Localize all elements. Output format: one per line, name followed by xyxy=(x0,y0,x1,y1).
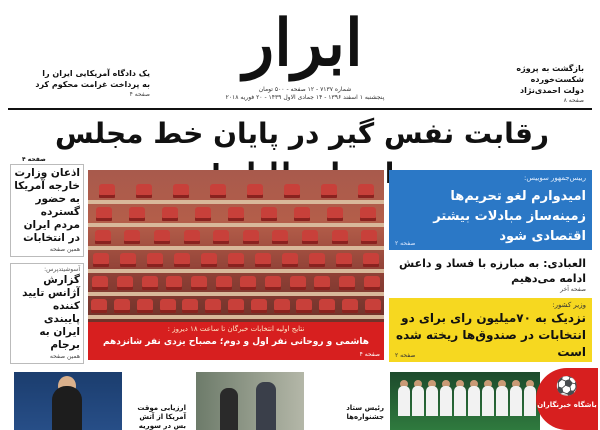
seat-shape xyxy=(361,230,377,244)
news-item-plain[interactable] xyxy=(389,254,592,294)
sports-badge-label: باشگاه خبرنگاران xyxy=(537,401,597,409)
seat-shape xyxy=(319,299,335,313)
seat-shape xyxy=(136,184,152,198)
person-body xyxy=(52,386,82,430)
seat-shape xyxy=(358,184,374,198)
seat-shape xyxy=(327,207,343,221)
page-ref: صفحه ۴ xyxy=(129,91,150,98)
player-figure xyxy=(510,386,522,416)
page-ref: همین صفحه xyxy=(49,353,80,360)
seat-shape xyxy=(99,184,115,198)
seat-shape xyxy=(160,299,176,313)
seat-shape xyxy=(120,253,136,267)
seat-shape xyxy=(365,299,381,313)
seat-shape xyxy=(336,253,352,267)
seat-shape xyxy=(342,299,358,313)
seat-shape xyxy=(228,253,244,267)
page-ref: صفحه ۴ xyxy=(22,156,46,163)
left-column xyxy=(10,164,84,362)
news-item-yellow[interactable] xyxy=(389,298,592,362)
page-ref: صفحه ۲ xyxy=(395,240,416,247)
person-figure xyxy=(256,382,276,430)
seat-shape xyxy=(201,253,217,267)
news-item[interactable] xyxy=(10,164,84,257)
main-headline[interactable]: رقابت نفس گیر در پایان خط مجلس xyxy=(54,117,550,150)
desk-shape xyxy=(88,200,384,204)
news-item[interactable] xyxy=(10,263,84,364)
seat-shape xyxy=(274,299,290,313)
seat-shape xyxy=(154,230,170,244)
bottom-strip xyxy=(0,368,600,430)
seat-shape xyxy=(91,299,107,313)
seat-shape xyxy=(182,299,198,313)
player-figure xyxy=(440,386,452,416)
seat-shape xyxy=(93,253,109,267)
seat-shape xyxy=(309,253,325,267)
seat-shape xyxy=(321,184,337,198)
seat-shape xyxy=(251,299,267,313)
bottom-headline[interactable]: رئیس ستاد جشنواره‌ها xyxy=(346,404,384,421)
masthead-divider xyxy=(8,108,592,110)
desk-shape xyxy=(88,315,384,319)
photo-caption xyxy=(88,322,384,360)
page-ref: صفحه ۸ xyxy=(563,97,584,104)
issue-line-2: پنجشنبه ۱ اسفند ۱۳۹۶ - ۱۴ جمادی الاول ۱۴۳۹ - ۲۰ فوریه ۲۰۱۸ xyxy=(225,94,385,101)
seat-shape xyxy=(296,299,312,313)
seat-shape xyxy=(117,276,133,290)
seat-shape xyxy=(195,207,211,221)
person-figure xyxy=(220,388,238,430)
news-headline: نزدیک به ۷۰میلیون رای برای دو انتخابات در صندوق‌ها ریخته شده است xyxy=(395,311,586,359)
page-ref: صفحه آخر xyxy=(560,286,586,293)
seat-shape xyxy=(302,230,318,244)
parliament-photo xyxy=(88,170,384,322)
seat-shape xyxy=(247,184,263,198)
seat-shape xyxy=(210,184,226,198)
seat-shape xyxy=(216,276,232,290)
seat-shape xyxy=(137,299,153,313)
seat-shape xyxy=(265,276,281,290)
player-figure xyxy=(412,386,424,416)
desk-shape xyxy=(88,292,384,296)
teaser-line: دولت احمدی‌نژاد xyxy=(520,86,584,95)
news-headline: امیدوارم لغو تحریم‌ها زمینه‌ساز مبادلات بیشتر اقتصادی شود xyxy=(433,189,586,244)
seat-shape xyxy=(284,184,300,198)
seat-shape xyxy=(332,230,348,244)
news-headline: اذعان وزارت خارجه آمریکا به حضور گسترده مردم ایران در انتخابات xyxy=(14,167,80,244)
seat-shape xyxy=(339,276,355,290)
player-figure xyxy=(468,386,480,416)
festival-photo[interactable] xyxy=(196,372,304,430)
seat-shape xyxy=(213,230,229,244)
seat-shape xyxy=(243,230,259,244)
seat-shape xyxy=(124,230,140,244)
news-headline: گزارش آژانس تایید کننده پایبندی ایران به برجام xyxy=(22,274,80,351)
news-kicker: وزیر کشور: xyxy=(552,301,586,309)
seat-shape xyxy=(205,299,221,313)
seat-shape xyxy=(255,253,271,267)
seat-shape xyxy=(129,207,145,221)
seat-shape xyxy=(184,230,200,244)
seat-shape xyxy=(191,276,207,290)
player-figure xyxy=(398,386,410,416)
seat-shape xyxy=(95,230,111,244)
seat-shape xyxy=(162,207,178,221)
desk-shape xyxy=(88,223,384,227)
caption-headline: هاشمی و روحانی نفر اول و دوم؛ مصباح یزدی نفر شانزدهم xyxy=(102,337,369,347)
seat-shape xyxy=(174,253,190,267)
masthead-right-teaser[interactable] xyxy=(484,63,584,105)
teaser-line: یک دادگاه آمریکایی ایران را xyxy=(42,69,150,78)
masthead-left-teaser[interactable] xyxy=(10,68,150,99)
caption-kicker: نتایج اولیه انتخابات خبرگان تا ساعت ۱۸ دیروز : xyxy=(167,325,305,333)
player-figure xyxy=(426,386,438,416)
seat-shape xyxy=(282,253,298,267)
issue-info xyxy=(205,86,405,102)
page-ref: صفحه ۲ xyxy=(395,352,416,359)
football-team-photo[interactable] xyxy=(390,372,540,430)
press-briefing-photo[interactable] xyxy=(14,372,122,430)
seat-shape xyxy=(314,276,330,290)
news-headline: العبادی: به مبارزه با فساد و داعش ادامه می‌دهیم xyxy=(399,257,586,285)
seat-shape xyxy=(92,276,108,290)
sports-club-icon: ⚽ xyxy=(555,376,579,397)
sports-badge[interactable] xyxy=(536,368,598,430)
seat-shape xyxy=(290,276,306,290)
seat-shape xyxy=(261,207,277,221)
seat-shape xyxy=(114,299,130,313)
seat-shape xyxy=(166,276,182,290)
bottom-headline[interactable]: ارزیابی موقت آمریکا از آتش بس در سوریه xyxy=(137,404,186,430)
seat-shape xyxy=(228,207,244,221)
page-ref: همین صفحه xyxy=(49,246,80,253)
seat-shape xyxy=(228,299,244,313)
seat-shape xyxy=(364,276,380,290)
seat-shape xyxy=(360,207,376,221)
news-kicker: رییس‌جمهور سوییس: xyxy=(523,174,586,182)
desk-shape xyxy=(88,269,384,273)
seat-shape xyxy=(173,184,189,198)
player-figure xyxy=(496,386,508,416)
seat-shape xyxy=(96,207,112,221)
issue-line-1: شماره ۷۱۳۷ - ۱۲ صفحه - ۵۰۰ تومان xyxy=(258,86,352,93)
seat-shape xyxy=(272,230,288,244)
player-figure xyxy=(524,386,536,416)
news-kicker: آسوشیتدپرس: xyxy=(44,266,80,273)
seat-shape xyxy=(142,276,158,290)
masthead xyxy=(0,0,600,112)
page-ref: صفحه ۴ xyxy=(359,351,380,358)
seat-shape xyxy=(147,253,163,267)
seat-shape xyxy=(363,253,379,267)
teaser-line: بازگشت به پروژه شکست‌خورده xyxy=(516,64,584,84)
desk-shape xyxy=(88,246,384,250)
seat-shape xyxy=(294,207,310,221)
seat-shape xyxy=(240,276,256,290)
news-item-blue[interactable] xyxy=(389,170,592,250)
player-figure xyxy=(482,386,494,416)
lead-photo-story[interactable] xyxy=(88,170,384,360)
newspaper-logo: ابرار xyxy=(243,6,363,81)
player-figure xyxy=(454,386,466,416)
right-column xyxy=(389,170,592,362)
teaser-line: به پرداخت غرامت محکوم کرد xyxy=(35,80,150,89)
